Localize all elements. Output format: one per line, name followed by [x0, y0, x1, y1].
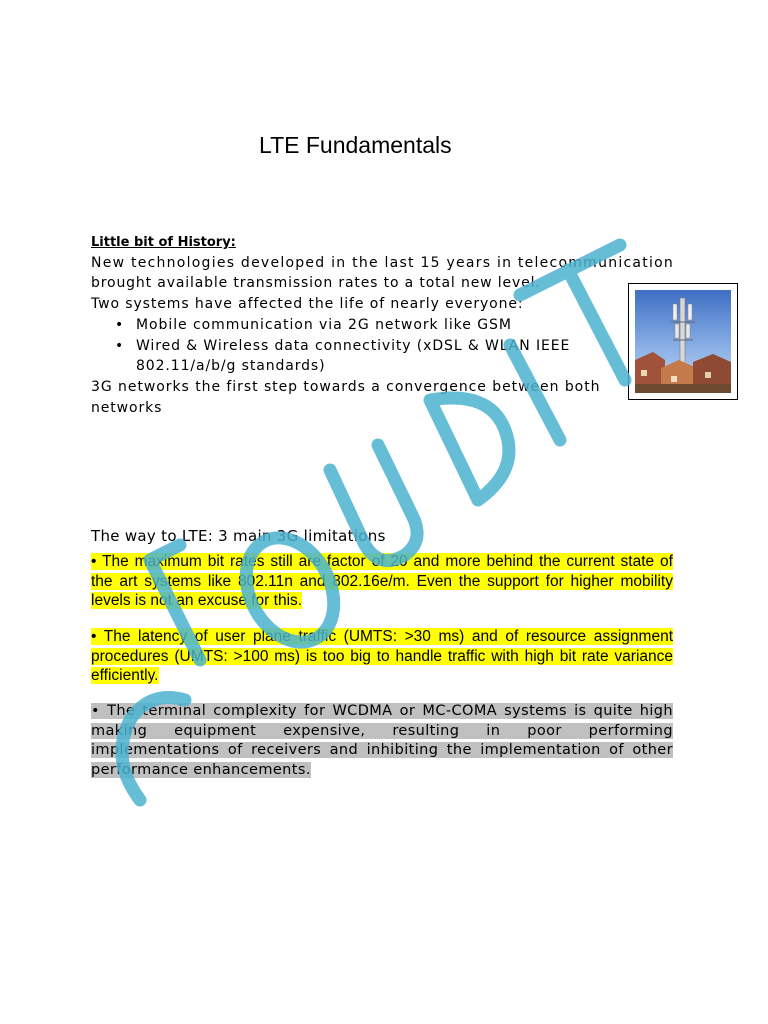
limitations-heading: The way to LTE: 3 main 3G limitations	[91, 527, 386, 545]
bullet-item-continuation: 802.11/a/b/g standards)	[136, 358, 326, 374]
cell-tower-photo	[628, 283, 738, 400]
bullet-icon: •	[115, 317, 124, 333]
history-closing-line: networks	[91, 400, 163, 416]
page-title: LTE Fundamentals	[259, 132, 452, 158]
bullet-item: Mobile communication via 2G network like GSM	[136, 317, 512, 333]
bullet-icon: •	[115, 338, 124, 354]
limitation-text: • The maximum bit rates still are factor of 20 and more behind the current state of the art systems like 802.11n and 802.16e/m. Even the support for higher mobility levels is not an excuse for this.	[91, 553, 673, 609]
cell-tower-photo-icon	[635, 290, 731, 393]
limitation-item-terminal-complexity	[91, 702, 673, 780]
history-line: Two systems have affected the life of nearly everyone:	[91, 296, 524, 312]
bullet-item: Wired & Wireless data connectivity (xDSL & WLAN IEEE	[136, 338, 571, 354]
limitation-text: • The terminal complexity for WCDMA or MC-COMA systems is quite high making equipment expensive, resulting in poor performing implementations of receivers and inhibiting the implementation of other performance enhancements.	[91, 703, 673, 778]
limitation-item-max-bit-rate	[91, 552, 673, 611]
history-closing-line: 3G networks the first step towards a convergence between both	[91, 379, 601, 395]
limitation-text: • The latency of user plane traffic (UMTS: >30 ms) and of resource assignment procedures (UMTS: >100 ms) is too big to handle traffic with high bit rate variance efficiently.	[91, 628, 673, 684]
history-line: New technologies developed in the last 15 years in telecommunication	[91, 255, 675, 271]
limitation-item-latency	[91, 627, 673, 686]
history-line: brought available transmission rates to a total new level.	[91, 275, 541, 291]
history-heading: Little bit of History:	[91, 235, 236, 250]
